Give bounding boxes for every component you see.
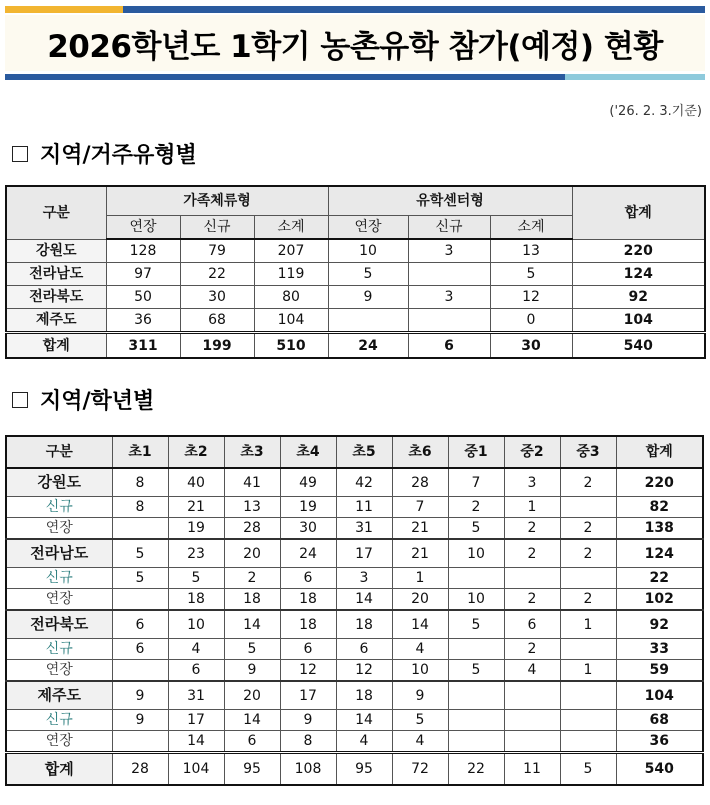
table-cell: 6 bbox=[280, 639, 336, 660]
extension-students-row bbox=[6, 589, 703, 611]
row-new-label: 신규 bbox=[6, 497, 112, 518]
table-cell bbox=[408, 309, 490, 333]
table-cell: 6 bbox=[112, 639, 168, 660]
table-cell bbox=[504, 568, 560, 589]
table-cell bbox=[504, 710, 560, 731]
column-header: 합계 bbox=[616, 436, 703, 468]
table-cell: 1 bbox=[504, 497, 560, 518]
table-cell bbox=[328, 309, 408, 333]
sum-cell: 30 bbox=[490, 333, 572, 359]
row-new-label: 신규 bbox=[6, 639, 112, 660]
row-total-cell: 220 bbox=[572, 239, 705, 263]
row-total-cell: 124 bbox=[616, 539, 703, 568]
table-cell: 8 bbox=[280, 731, 336, 753]
table-cell: 5 bbox=[224, 639, 280, 660]
column-header: 중2 bbox=[504, 436, 560, 468]
row-region-label: 전라북도 bbox=[6, 286, 106, 309]
table-cell: 4 bbox=[504, 660, 560, 682]
table-cell: 21 bbox=[392, 518, 448, 540]
table-cell: 5 bbox=[448, 610, 504, 639]
table-cell: 18 bbox=[280, 589, 336, 611]
table-cell: 49 bbox=[280, 468, 336, 497]
table-cell: 9 bbox=[328, 286, 408, 309]
sum-cell: 72 bbox=[392, 753, 448, 786]
row-new-label: 신규 bbox=[6, 568, 112, 589]
subheader-center-subtotal: 소계 bbox=[490, 216, 572, 240]
subheader-center-new: 신규 bbox=[408, 216, 490, 240]
table-cell: 11 bbox=[336, 497, 392, 518]
table-cell: 9 bbox=[112, 710, 168, 731]
row-total-cell: 220 bbox=[616, 468, 703, 497]
table-cell: 119 bbox=[254, 263, 328, 286]
sum-total-cell: 540 bbox=[616, 753, 703, 786]
table-cell: 9 bbox=[392, 681, 448, 710]
table-cell: 10 bbox=[448, 539, 504, 568]
table-cell: 14 bbox=[168, 731, 224, 753]
row-region-label: 전라남도 bbox=[6, 539, 112, 568]
column-header: 초6 bbox=[392, 436, 448, 468]
table-cell: 24 bbox=[280, 539, 336, 568]
top-bar-gold-segment bbox=[5, 6, 123, 13]
row-region-label: 강원도 bbox=[6, 468, 112, 497]
table-cell bbox=[112, 589, 168, 611]
row-total-cell: 92 bbox=[616, 610, 703, 639]
table-cell: 6 bbox=[112, 610, 168, 639]
region-row bbox=[6, 539, 703, 568]
table-cell: 2 bbox=[504, 539, 560, 568]
table-cell bbox=[560, 731, 616, 753]
top-bar-blue-segment bbox=[123, 6, 705, 13]
table-cell: 20 bbox=[392, 589, 448, 611]
extension-students-row bbox=[6, 518, 703, 540]
column-header: 초5 bbox=[336, 436, 392, 468]
column-header: 초2 bbox=[168, 436, 224, 468]
table-cell: 18 bbox=[224, 589, 280, 611]
new-students-row bbox=[6, 568, 703, 589]
table-cell: 2 bbox=[504, 639, 560, 660]
table-cell: 28 bbox=[224, 518, 280, 540]
table-row bbox=[6, 263, 705, 286]
table-cell: 4 bbox=[168, 639, 224, 660]
sum-cell: 104 bbox=[168, 753, 224, 786]
table-cell: 6 bbox=[504, 610, 560, 639]
row-total-cell: 104 bbox=[616, 681, 703, 710]
header-center: 유학센터형 bbox=[328, 186, 572, 216]
sum-row-label: 합계 bbox=[6, 753, 112, 786]
region-row bbox=[6, 468, 703, 497]
new-students-row bbox=[6, 710, 703, 731]
table-cell bbox=[560, 639, 616, 660]
table-cell: 30 bbox=[180, 286, 254, 309]
table-cell: 19 bbox=[280, 497, 336, 518]
sum-cell: 95 bbox=[224, 753, 280, 786]
table-cell: 2 bbox=[560, 589, 616, 611]
sum-cell: 510 bbox=[254, 333, 328, 359]
sum-row bbox=[6, 333, 705, 359]
table-cell bbox=[448, 731, 504, 753]
table-cell: 3 bbox=[504, 468, 560, 497]
row-total-cell: 33 bbox=[616, 639, 703, 660]
table-cell: 21 bbox=[168, 497, 224, 518]
table-cell: 31 bbox=[168, 681, 224, 710]
table-cell: 7 bbox=[448, 468, 504, 497]
section-title-text: 지역/거주유형별 bbox=[40, 143, 197, 168]
table-cell: 1 bbox=[560, 660, 616, 682]
table-cell: 5 bbox=[448, 518, 504, 540]
table-cell: 12 bbox=[490, 286, 572, 309]
table-cell: 50 bbox=[106, 286, 180, 309]
table-cell: 5 bbox=[112, 568, 168, 589]
table-cell: 5 bbox=[112, 539, 168, 568]
table-cell bbox=[560, 681, 616, 710]
table-row bbox=[6, 309, 705, 333]
table-cell: 36 bbox=[106, 309, 180, 333]
row-total-cell: 82 bbox=[616, 497, 703, 518]
table-cell: 79 bbox=[180, 239, 254, 263]
sum-cell: 311 bbox=[106, 333, 180, 359]
row-total-cell: 104 bbox=[572, 309, 705, 333]
table-cell: 9 bbox=[224, 660, 280, 682]
table-cell: 23 bbox=[168, 539, 224, 568]
new-students-row bbox=[6, 639, 703, 660]
table-cell: 14 bbox=[336, 710, 392, 731]
column-header: 초3 bbox=[224, 436, 280, 468]
sum-cell: 6 bbox=[408, 333, 490, 359]
table-cell: 6 bbox=[224, 731, 280, 753]
table-cell: 13 bbox=[224, 497, 280, 518]
table-cell: 6 bbox=[336, 639, 392, 660]
table-cell: 3 bbox=[336, 568, 392, 589]
page-title: 2026학년도 1학기 농촌유학 참가(예정) 현황 bbox=[47, 28, 663, 65]
table-cell bbox=[504, 681, 560, 710]
table-cell bbox=[560, 497, 616, 518]
table-cell: 22 bbox=[180, 263, 254, 286]
table-cell: 28 bbox=[392, 468, 448, 497]
table-cell: 2 bbox=[224, 568, 280, 589]
table-cell: 14 bbox=[224, 710, 280, 731]
title-box bbox=[5, 15, 705, 71]
section-title-region-residence bbox=[12, 138, 197, 169]
table-cell: 21 bbox=[392, 539, 448, 568]
table-cell: 1 bbox=[560, 610, 616, 639]
row-total-cell: 102 bbox=[616, 589, 703, 611]
column-header: 중1 bbox=[448, 436, 504, 468]
base-date: ('26. 2. 3.기준) bbox=[609, 104, 702, 119]
table-cell: 12 bbox=[336, 660, 392, 682]
table-cell bbox=[448, 681, 504, 710]
table-cell: 2 bbox=[448, 497, 504, 518]
table-cell: 14 bbox=[336, 589, 392, 611]
table-cell: 207 bbox=[254, 239, 328, 263]
table-cell: 2 bbox=[504, 589, 560, 611]
row-extension-label: 연장 bbox=[6, 589, 112, 611]
checkbox-square-icon bbox=[12, 146, 28, 162]
row-total-cell: 92 bbox=[572, 286, 705, 309]
subheader-family-new: 신규 bbox=[180, 216, 254, 240]
table-cell: 18 bbox=[336, 681, 392, 710]
table-cell: 10 bbox=[328, 239, 408, 263]
table-cell: 4 bbox=[392, 639, 448, 660]
table-cell: 13 bbox=[490, 239, 572, 263]
table-cell: 9 bbox=[112, 681, 168, 710]
column-header: 초1 bbox=[112, 436, 168, 468]
table-cell: 6 bbox=[168, 660, 224, 682]
extension-students-row bbox=[6, 660, 703, 682]
region-row bbox=[6, 681, 703, 710]
table-cell: 5 bbox=[448, 660, 504, 682]
sum-cell: 5 bbox=[560, 753, 616, 786]
sum-total-cell: 540 bbox=[572, 333, 705, 359]
table-cell: 68 bbox=[180, 309, 254, 333]
table-cell bbox=[112, 518, 168, 540]
row-total-cell: 36 bbox=[616, 731, 703, 753]
sum-cell: 11 bbox=[504, 753, 560, 786]
table-cell: 2 bbox=[504, 518, 560, 540]
bottom-bar-teal-segment bbox=[565, 74, 705, 80]
table-row bbox=[6, 239, 705, 263]
table-cell: 80 bbox=[254, 286, 328, 309]
row-extension-label: 연장 bbox=[6, 660, 112, 682]
table-cell: 17 bbox=[168, 710, 224, 731]
table-cell bbox=[112, 660, 168, 682]
table-cell: 2 bbox=[560, 539, 616, 568]
table-cell bbox=[448, 568, 504, 589]
table-cell: 18 bbox=[168, 589, 224, 611]
row-total-cell: 124 bbox=[572, 263, 705, 286]
table-cell: 5 bbox=[328, 263, 408, 286]
header-group: 구분 bbox=[6, 186, 106, 239]
table-cell: 6 bbox=[280, 568, 336, 589]
table-cell: 2 bbox=[560, 518, 616, 540]
table-cell: 3 bbox=[408, 286, 490, 309]
table-cell bbox=[448, 639, 504, 660]
table-cell bbox=[112, 731, 168, 753]
table-cell: 4 bbox=[336, 731, 392, 753]
table-cell: 2 bbox=[560, 468, 616, 497]
sum-cell: 95 bbox=[336, 753, 392, 786]
sum-row-label: 합계 bbox=[6, 333, 106, 359]
row-total-cell: 22 bbox=[616, 568, 703, 589]
sum-row bbox=[6, 753, 703, 786]
row-extension-label: 연장 bbox=[6, 518, 112, 540]
section-title-text: 지역/학년별 bbox=[40, 389, 155, 414]
region-row bbox=[6, 610, 703, 639]
table-cell: 17 bbox=[280, 681, 336, 710]
row-new-label: 신규 bbox=[6, 710, 112, 731]
table-cell: 42 bbox=[336, 468, 392, 497]
row-total-cell: 59 bbox=[616, 660, 703, 682]
table-cell: 4 bbox=[392, 731, 448, 753]
table-cell bbox=[408, 263, 490, 286]
table-cell: 1 bbox=[392, 568, 448, 589]
column-header: 초4 bbox=[280, 436, 336, 468]
row-region-label: 제주도 bbox=[6, 681, 112, 710]
table-cell bbox=[560, 568, 616, 589]
row-region-label: 전라북도 bbox=[6, 610, 112, 639]
table-cell: 3 bbox=[408, 239, 490, 263]
table-cell bbox=[504, 731, 560, 753]
section-title-region-grade bbox=[12, 384, 154, 415]
sum-cell: 28 bbox=[112, 753, 168, 786]
row-extension-label: 연장 bbox=[6, 731, 112, 753]
table-cell: 17 bbox=[336, 539, 392, 568]
table-cell: 128 bbox=[106, 239, 180, 263]
table-cell: 0 bbox=[490, 309, 572, 333]
new-students-row bbox=[6, 497, 703, 518]
table-cell: 8 bbox=[112, 468, 168, 497]
table-cell: 5 bbox=[168, 568, 224, 589]
sum-cell: 108 bbox=[280, 753, 336, 786]
table-cell: 5 bbox=[490, 263, 572, 286]
table-cell: 30 bbox=[280, 518, 336, 540]
checkbox-square-icon bbox=[12, 392, 28, 408]
table-cell: 31 bbox=[336, 518, 392, 540]
table-cell: 18 bbox=[280, 610, 336, 639]
title-top-bar bbox=[5, 6, 705, 13]
region-residence-table bbox=[5, 185, 706, 359]
table-cell: 41 bbox=[224, 468, 280, 497]
table-cell: 40 bbox=[168, 468, 224, 497]
table-row bbox=[6, 286, 705, 309]
title-bottom-bar bbox=[5, 74, 705, 80]
table-cell: 10 bbox=[168, 610, 224, 639]
table-cell: 104 bbox=[254, 309, 328, 333]
header-family-stay: 가족체류형 bbox=[106, 186, 328, 216]
subheader-center-extension: 연장 bbox=[328, 216, 408, 240]
table-cell bbox=[448, 710, 504, 731]
table-cell: 7 bbox=[392, 497, 448, 518]
sum-cell: 22 bbox=[448, 753, 504, 786]
table-cell bbox=[560, 710, 616, 731]
extension-students-row bbox=[6, 731, 703, 753]
table-cell: 12 bbox=[280, 660, 336, 682]
sum-cell: 199 bbox=[180, 333, 254, 359]
subheader-family-subtotal: 소계 bbox=[254, 216, 328, 240]
sum-cell: 24 bbox=[328, 333, 408, 359]
bottom-bar-blue-segment bbox=[5, 74, 565, 80]
table-cell: 10 bbox=[448, 589, 504, 611]
row-total-cell: 138 bbox=[616, 518, 703, 540]
table-cell: 5 bbox=[392, 710, 448, 731]
row-total-cell: 68 bbox=[616, 710, 703, 731]
row-region-label: 전라남도 bbox=[6, 263, 106, 286]
row-region-label: 제주도 bbox=[6, 309, 106, 333]
table-cell: 20 bbox=[224, 681, 280, 710]
table-cell: 14 bbox=[224, 610, 280, 639]
table-cell: 20 bbox=[224, 539, 280, 568]
row-region-label: 강원도 bbox=[6, 239, 106, 263]
column-header: 구분 bbox=[6, 436, 112, 468]
table-cell: 10 bbox=[392, 660, 448, 682]
table-cell: 18 bbox=[336, 610, 392, 639]
subheader-family-extension: 연장 bbox=[106, 216, 180, 240]
table-cell: 9 bbox=[280, 710, 336, 731]
table-cell: 8 bbox=[112, 497, 168, 518]
header-total: 합계 bbox=[572, 186, 705, 239]
region-grade-table bbox=[5, 435, 704, 786]
column-header: 중3 bbox=[560, 436, 616, 468]
table-cell: 14 bbox=[392, 610, 448, 639]
table-cell: 19 bbox=[168, 518, 224, 540]
table-cell: 97 bbox=[106, 263, 180, 286]
